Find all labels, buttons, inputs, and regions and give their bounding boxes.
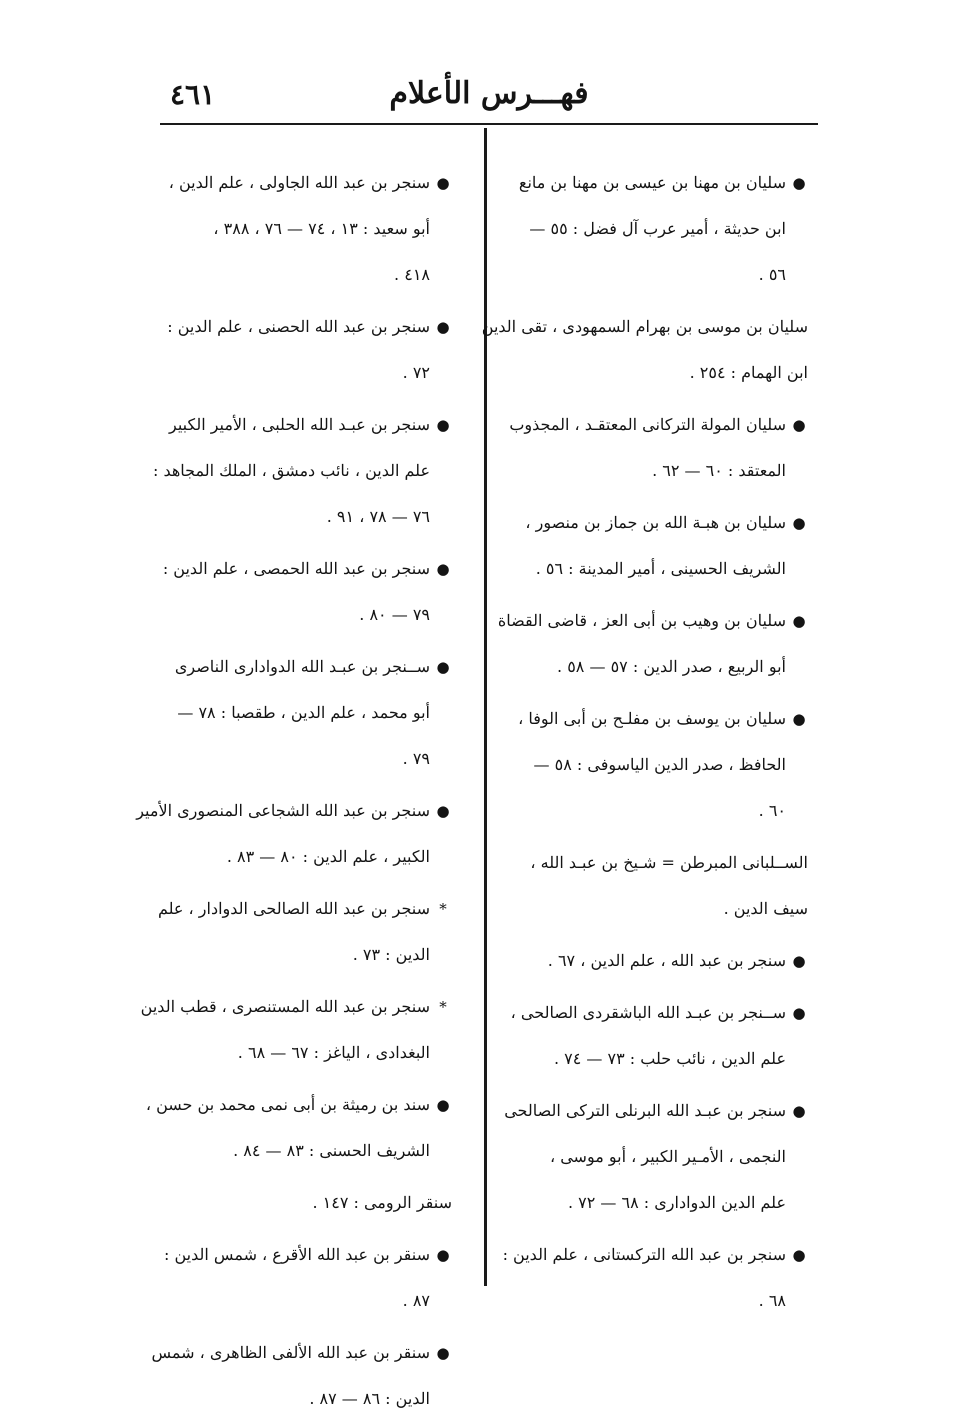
index-entry [152,886,452,978]
entry-line: سليان المولة التركانى المعتقـد ، المجذوب [509,415,786,434]
entry-line: ابن حديثة ، أمير عرب آل فضل : ٥٥ — [529,219,786,238]
entry-bullet: ● [436,1096,450,1114]
entry-line: البغدادى ، الياغز : ٦٧ — ٦٨ . [237,1043,430,1062]
entry-line: ٦٨ . [758,1291,786,1310]
header-rule [160,123,818,125]
entry-line: سليان بن مهنا بن عيسى بن مهنا بن مانع [518,173,786,192]
entry-line: سنجر بن عبد الله المستنصرى ، قطب الدين [140,997,430,1016]
entry-line: الكبير ، علم الدين : ٨٠ — ٨٣ . [226,847,430,866]
entry-text [140,984,430,1076]
entry-line: الشريف الحسنى : ٨٣ — ٨٤ . [233,1141,430,1160]
entry-text [508,500,786,592]
entry-bullet: ● [792,1004,806,1022]
entry-text [152,304,430,396]
entry-bullet: ● [792,514,806,532]
entry-line: ٤١٨ . [394,265,430,284]
index-entry [152,160,452,298]
entry-line: أبو محمد ، علم الدين ، طقصبا : ٧٨ — [177,703,430,722]
entry-line: سنجر بن عبد الله الحمصى ، علم الدين : [162,559,430,578]
index-entry [152,1180,452,1226]
entry-line: سنقر الرومى : ١٤٧ . [312,1193,452,1212]
index-entry [502,1232,808,1324]
entry-text [508,696,786,834]
entry-line: سنجر بن عبد الله الجاولى ، علم الدين ، [168,173,430,192]
entry-text [502,1232,786,1324]
entry-bullet: ● [436,1246,450,1264]
page-number: ٤٦١ [170,78,216,111]
entry-line: ســنجر بن عبـد الله الدوادارى الناصرى [174,657,430,676]
entry-line: الســلبانى المبرطن = شـيخ بن عبـد الله ، [530,853,808,872]
left-column [136,160,452,1428]
entry-bullet: ● [436,560,450,578]
entry-line: سنجر بن عبد الله التركستانى ، علم الدين : [502,1245,786,1264]
column-divider [484,128,487,1286]
entry-line: ٧٩ . [402,749,430,768]
entry-line: الشريف الحسينى ، أمير المدينة : ٥٦ . [535,559,786,578]
entry-line: سنجر بن عبـد الله البرنلى التركى الصالحى [504,1101,786,1120]
index-entry [152,546,452,638]
page-header [160,72,818,120]
entry-line: ابن الهمام : ٢٥٤ . [689,363,808,382]
entry-line: سنجر بن عبد الله الصالحى الدوادار ، علم [157,899,430,918]
entry-line: سليان بن يوسف بن مفلـح بن أبى الوفا ، [518,709,786,728]
entry-line: الدين : ٧٣ . [352,945,430,964]
right-column [481,160,808,1330]
entry-bullet: ● [436,416,450,434]
entry-text [152,1330,430,1422]
entry-line: سليان بن وهيب بن أبى العز ، قاضى القضاة [497,611,786,630]
entry-bullet: ● [436,318,450,336]
entry-line: سنقر بن عبد الله الألفى الظاهرى ، شمس [151,1343,430,1362]
entry-bullet: ● [792,612,806,630]
entry-line: أبو الربيع ، صدر الدين : ٥٧ — ٥٨ . [557,657,786,676]
entry-line: ٧٢ . [402,363,430,382]
entry-line: سنجر بن عبد الله ، علم الدين ، ٦٧ . [547,951,786,970]
index-entry [504,1088,808,1226]
entry-text [152,546,430,638]
entry-bullet: ● [792,1102,806,1120]
index-entry [508,696,808,834]
entry-line: سليان بن موسى بن بهرام السمهودى ، تقى الدين [481,317,808,336]
entry-line: علم الدين ، نائب دمشق ، الملك المجاهد : [152,461,430,480]
entry-line: ٦٠ . [758,801,786,820]
entry-line: سنجر بن عبد الله الحصنى ، علم الدين : [167,317,430,336]
entry-line: الدين : ٨٦ — ٨٧ . [309,1389,430,1408]
entry-bullet: ● [792,710,806,728]
entry-line: علم الدين ، نائب حلب : ٧٣ — ٧٤ . [553,1049,786,1068]
index-entry [152,402,452,540]
entry-line: أبو سعيد : ١٣ ، ٧٤ — ٧٦ ، ٣٨٨ ، [213,219,430,238]
index-entry [152,1330,452,1422]
entry-line: الحافظ ، صدر الدين الياسوفى : ٥٨ — [533,755,786,774]
entry-bullet: ● [436,174,450,192]
entry-bullet: ● [436,1344,450,1362]
entry-line: سند بن رميثة بن أبى نمى محمد بن حسن ، [145,1095,430,1114]
entry-text [508,990,786,1082]
index-entry [508,990,808,1082]
entry-line: سنجر بن عبد الله الشجاعى المنصورى الأمير [136,801,430,820]
entry-line: سنجر بن عبـد الله الحلبى ، الأمير الكبير [169,415,430,434]
index-entry [481,304,808,396]
index-entry [140,984,452,1076]
entry-line: سنقر بن عبد الله الأقرع ، شمس الدين : [164,1245,430,1264]
index-entry [152,644,452,782]
index-entry [508,160,808,298]
entry-text [508,402,786,494]
entry-text [152,644,430,782]
entry-line: ٧٩ — ٨٠ . [359,605,430,624]
index-entry [508,402,808,494]
entry-text [504,1088,786,1226]
entry-line: علم الدين الدوادارى : ٦٨ — ٧٢ . [567,1193,786,1212]
entry-bullet: ● [792,416,806,434]
entry-line: المعتقد : ٦٠ — ٦٢ . [652,461,786,480]
page-title: فهـــرس الأعلام [389,76,589,111]
entry-bullet: * [439,998,447,1016]
entry-text [497,598,786,690]
index-entry [508,840,808,932]
index-entry [145,1082,452,1174]
entry-text [145,1082,430,1174]
entry-line: ٧٦ — ٧٨ ، ٩١ . [326,507,430,526]
entry-line: سيف الدين . [723,899,808,918]
entry-line: النجمى ، الأمـير الكبير ، أبو موسى ، [549,1147,786,1166]
entry-text [152,886,430,978]
index-entry [497,598,808,690]
entry-text [136,788,430,880]
entry-line: سليان بن هبـة الله بن جماز بن منصور ، [525,513,786,532]
entry-line: ٨٧ . [402,1291,430,1310]
entry-bullet: ● [436,802,450,820]
entry-text [152,402,430,540]
entry-line: ســنجر بن عبـد الله الباشقردى الصالحى ، [510,1003,786,1022]
entry-bullet: ● [792,952,806,970]
entry-text [152,160,430,298]
entry-line: ٥٦ . [758,265,786,284]
index-entry [152,304,452,396]
entry-bullet: ● [792,1246,806,1264]
entry-text [152,1232,430,1324]
entry-text [508,840,808,932]
entry-text [508,938,786,984]
index-entry [508,938,808,984]
entry-text [152,1180,452,1226]
index-entry [136,788,452,880]
entry-bullet: ● [792,174,806,192]
entry-text [508,160,786,298]
entry-bullet: * [439,900,447,918]
entry-text [481,304,808,396]
index-entry [508,500,808,592]
entry-bullet: ● [436,658,450,676]
index-entry [152,1232,452,1324]
